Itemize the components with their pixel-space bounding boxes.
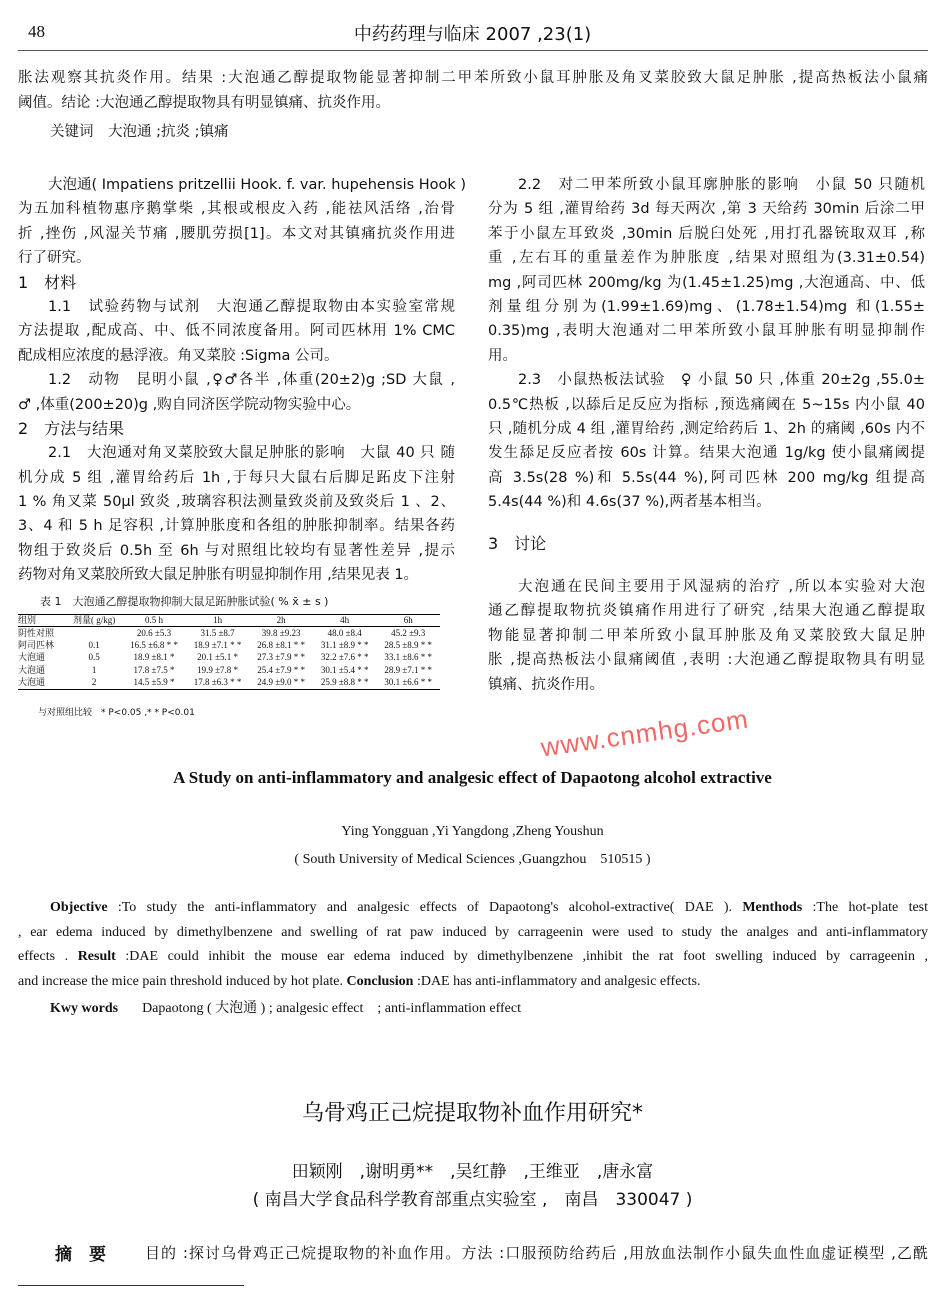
table-cell: 30.1 ±6.6 * * <box>384 677 433 687</box>
paragraph-line: 折 ,挫伤 ,风湿关节痛 ,腰肌劳损[1]。本文对其镇痛抗炎作用进 <box>18 225 455 242</box>
section-heading: 2 方法与结果 <box>18 418 125 438</box>
table-cell: 48.0 ±8.4 <box>327 627 362 638</box>
table-cell: 大泡通 <box>18 677 46 687</box>
paragraph-line: 方法提取 ,配成高、中、低不同浓度备用。阿司匹林用 1% CMC <box>18 323 455 340</box>
table-row <box>18 664 440 677</box>
table-row <box>18 677 440 690</box>
abstract-text: :To study the anti-inflammatory and analgesic effects of Dapaotong's alcohol-extractive( DAE ). <box>107 900 733 915</box>
table-header-row <box>18 615 440 627</box>
paragraph-line: 分为 5 组 ,灌胃给药 3d 每天两次 ,第 3 天给药 30min 后涂二甲 <box>488 201 925 218</box>
paragraph-line: 5.4s(44 %)和 4.6s(37 %),两者基本相当。 <box>488 494 771 511</box>
footnote-divider <box>18 1285 244 1286</box>
paragraph-line: 用。 <box>488 347 517 364</box>
table-cell: 25.9 ±8.8 * * <box>320 677 369 687</box>
table-note: 与对照组比较 * P<0.05 ,* * P<0.01 <box>38 708 195 718</box>
table-cell: 33.1 ±8.6 * * <box>384 652 433 663</box>
paragraph-line: 物能显著抑制二甲苯所致小鼠耳肿胀及角叉菜胶致大鼠足肿 <box>488 627 925 644</box>
page-number: 48 <box>28 22 45 41</box>
english-title: A Study on anti-inflammatory and analgesic effect of Dapaotong alcohol extractive <box>173 768 772 787</box>
table-cell: 0.5 <box>88 652 100 663</box>
table-row <box>18 627 440 640</box>
table-caption: 表 1 大泡通乙醇提取物抑制大鼠足跖肿胀试验( % x̄ ± s ) <box>40 595 329 608</box>
table-cell: 1 <box>91 664 97 675</box>
table-cell: 26.8 ±8.1 * * <box>257 639 305 650</box>
paragraph-line: 0.35)mg ,表明大泡通对二甲苯所致小鼠耳肿胀有明显抑制作 <box>488 323 925 340</box>
paragraph-line: 1.2 动物 昆明小鼠 ,♀♂各半 ,体重(20±2)g ;SD 大鼠 , <box>48 372 455 389</box>
table-cell: 17.8 ±7.5 * <box>133 664 175 675</box>
paragraph-line: 0.5℃热板 ,以舔后足反应为指标 ,预选痛阈在 5~15s 内小鼠 40 <box>488 396 925 413</box>
table-cell: 28.9 ±7.1 * * <box>384 664 433 675</box>
table-header-cell: 剂量( g/kg) <box>66 615 122 627</box>
abstract-label: Menthods <box>742 900 803 915</box>
table-cell: 19.9 ±7.8 * <box>197 664 239 675</box>
paragraph-line: 2.1 大泡通对角叉菜胶致大鼠足肿胀的影响 大鼠 40 只 随 <box>48 445 455 462</box>
abstract-text: effects . <box>18 949 69 964</box>
next-article-authors: 田颖刚 ,谢明勇** ,吴红静 ,王维亚 ,唐永富 <box>291 1162 654 1182</box>
paragraph-line: 通乙醇提取物抗炎镇痛作用进行了研究 ,结果大泡通乙醇提取 <box>488 603 925 620</box>
english-abstract <box>18 896 928 994</box>
table-cell: 14.5 ±5.9 * <box>133 677 175 687</box>
table-header-cell: 0.5 h <box>122 615 186 627</box>
table-header-cell: 1h <box>186 615 250 627</box>
table-cell: 31.5 ±8.7 <box>200 627 235 638</box>
paragraph-line: 配成相应浓度的悬浮液。角叉菜胶 :Sigma 公司。 <box>18 347 339 364</box>
paragraph-line: 为五加科植物惠序鹅掌柴 ,其根或根皮入药 ,能祛风活络 ,治骨 <box>18 201 455 218</box>
abstract-line: 阈值。结论 :大泡通乙醇提取物具有明显镇痛、抗炎作用。 <box>18 95 390 111</box>
table-cell: 16.5 ±6.8 * * <box>130 639 178 650</box>
table-cell: 20.1 ±5.1 * <box>197 652 239 663</box>
paragraph-line: mg ,阿司匹林 200mg/kg 为(1.45±1.25)mg ,大泡通高、中、低 <box>488 274 925 291</box>
abstract-text: :DAE has anti-inflammatory and analgesic effects. <box>413 973 701 989</box>
watermark: www.cnmhg.com <box>538 703 751 763</box>
table-cell: 45.2 ±9.3 <box>391 627 426 638</box>
paragraph-line: 重 ,左右耳的重量差作为肿胀度 ,结果对照组为(3.31±0.54) <box>488 250 925 267</box>
table-cell: 28.5 ±8.9 * * <box>384 639 433 650</box>
abstract-text: :The hot-plate test <box>802 900 929 915</box>
abstract-label: 摘 要 <box>55 1245 106 1265</box>
table-cell: 25.4 ±7.9 * * <box>257 664 305 675</box>
paragraph-line: ♂ ,体重(200±20)g ,购自同济医学院动物实验中心。 <box>18 396 361 413</box>
table-cell <box>66 627 122 640</box>
paragraph-line: 物组于致炎后 0.5h 至 6h 与对照组比较均有显著性差异 ,提示 <box>18 542 455 559</box>
table-cell: 18.9 ±7.1 * * <box>193 639 242 650</box>
paragraph-line: 高 3.5s(28 %)和 5.5s(44 %),阿司匹林 200 mg/kg 组提高 <box>488 469 925 486</box>
paragraph-line: 发生舔足反应者按 60s 计算。结果大泡通 1g/kg 使小鼠痛阈提 <box>488 445 925 462</box>
table-cell: 18.9 ±8.1 * <box>133 652 175 663</box>
table-cell: 大泡通 <box>18 652 46 663</box>
english-affiliation: ( South University of Medical Sciences ,Guangzhou 510515 ) <box>294 852 651 867</box>
next-article-affiliation: ( 南昌大学食品科学教育部重点实验室 , 南昌 330047 ) <box>252 1190 693 1210</box>
paragraph-line: 大泡通在民间主要用于风湿病的治疗 ,所以本实验对大泡 <box>518 579 925 595</box>
paragraph-line: 只 ,随机分成 4 组 ,灌胃给药 ,测定给药后 1、2h 的痛阈 ,60s 内不 <box>488 420 925 437</box>
paragraph-line: 2.3 小鼠热板法试验 ♀ 小鼠 50 只 ,体重 20±2g ,55.0± <box>518 372 925 389</box>
paragraph-line: 药物对角叉菜胶所致大鼠足肿胀有明显抑制作用 ,结果见表 1。 <box>18 567 419 584</box>
keywords-label: Kwy words <box>50 1001 119 1016</box>
next-abstract-text: 目的 :探讨乌骨鸡正己烷提取物的补血作用。方法 :口服预防给药后 ,用放血法制作小鼠失血性血虚证模型 ,乙酰 <box>145 1244 928 1262</box>
table-cell: 20.6 ±5.3 <box>136 627 172 638</box>
abstract-line <box>18 970 928 995</box>
table-cell: 31.1 ±8.9 * * <box>320 639 369 650</box>
table-row <box>18 652 440 665</box>
paragraph-line: 大泡通( Impatiens pritzellii Hook. f. var. hupehensis Hook ) <box>48 177 467 193</box>
abstract-label: Result <box>77 949 116 964</box>
section-heading: 1 材料 <box>18 272 77 292</box>
table-cell: 24.9 ±9.0 * * <box>257 677 305 687</box>
paragraph-line: 苯于小鼠左耳致炎 ,30min 后脱臼处死 ,用打孔器铳取双耳 ,称 <box>488 225 925 242</box>
table-header-cell: 4h <box>313 615 377 627</box>
paragraph-line: 胀 ,提高热板法小鼠痛阈值 ,表明 :大泡通乙醇提取物具有明显 <box>488 652 925 669</box>
english-keywords <box>50 997 521 1017</box>
table-row <box>18 639 440 652</box>
abstract-line <box>18 921 928 946</box>
table-header-cell: 6h <box>376 615 440 627</box>
table-1 <box>18 614 440 690</box>
table-header-cell: 组别 <box>18 615 66 627</box>
abstract-text: and increase the mice pain threshold induced by hot plate. <box>18 973 344 989</box>
table-cell: 阴性对照 <box>18 627 55 638</box>
section-heading-discussion: 3 讨论 <box>488 534 547 553</box>
table-cell: 大泡通 <box>18 664 46 675</box>
keywords: 关键词 大泡通 ;抗炎 ;镇痛 <box>50 124 229 140</box>
abstract-label: Objective <box>50 900 108 915</box>
abstract-text: :DAE could inhibit the mouse ear edema induced by dimethylbenzene ,inhibit the rat foot swelling induced by carrageenin , <box>115 949 928 964</box>
table-cell: 0.1 <box>88 639 100 650</box>
journal-header: 中药药理与临床 2007 ,23(1) <box>353 24 592 45</box>
paragraph-line: 行了研究。 <box>18 250 91 267</box>
table-header-cell: 2h <box>249 615 313 627</box>
table-cell: 27.3 ±7.9 * * <box>257 652 305 663</box>
table-cell: 30.1 ±5.4 * * <box>320 664 369 675</box>
abstract-text: , ear edema induced by dimethylbenzene and swelling of rat paw induced by carrageenin were used to study the analges and anti-inflammatory <box>18 924 928 940</box>
paragraph-line: 1 % 角叉菜 50μl 致炎 ,玻璃容积法测量致炎前及致炎后 1 、2、 <box>18 494 455 511</box>
table-cell: 32.2 ±7.6 * * <box>320 652 369 663</box>
table-cell: 2 <box>91 677 97 687</box>
english-authors: Ying Yongguan ,Yi Yangdong ,Zheng Youshun <box>341 824 604 839</box>
right-column <box>488 173 925 514</box>
next-article-title: 乌骨鸡正己烷提取物补血作用研究* <box>301 1101 643 1126</box>
table-cell: 17.8 ±6.3 * * <box>193 677 242 687</box>
paragraph-line: 剂量组分别为(1.99±1.69)mg、(1.78±1.54)mg 和(1.55± <box>488 298 925 315</box>
paragraph-line: 镇痛、抗炎作用。 <box>488 676 604 693</box>
paragraph-line: 3、4 和 5 h 足容积 ,计算肿胀度和各组的肿胀抑制率。结果各药 <box>18 518 455 535</box>
paragraph-line: 2.2 对二甲苯所致小鼠耳廓肿胀的影响 小鼠 50 只随机 <box>518 177 925 193</box>
header-divider <box>18 50 928 51</box>
left-column <box>18 173 467 588</box>
abstract-label: Conclusion <box>346 973 414 989</box>
paragraph-line: 1.1 试验药物与试剂 大泡通乙醇提取物由本实验室常规 <box>48 298 455 315</box>
discussion-body <box>488 575 925 697</box>
abstract-line: 胀法观察其抗炎作用。结果 :大泡通乙醇提取物能显著抑制二甲苯所致小鼠耳肿胀及角叉菜胶致大鼠足肿胀 ,提高热板法小鼠痛 <box>18 70 928 86</box>
abstract-line <box>18 896 928 921</box>
abstract-line <box>18 945 928 970</box>
table-cell: 39.8 ±9.23 <box>261 627 301 638</box>
keywords-text: Dapaotong ( 大泡通 ) ; analgesic effect ; anti-inflammation effect <box>142 1001 521 1016</box>
paragraph-line: 机分成 5 组 ,灌胃给药后 1h ,于每只大鼠右后脚足跖皮下注射 <box>18 469 455 486</box>
table-cell: 阿司匹林 <box>18 639 55 650</box>
